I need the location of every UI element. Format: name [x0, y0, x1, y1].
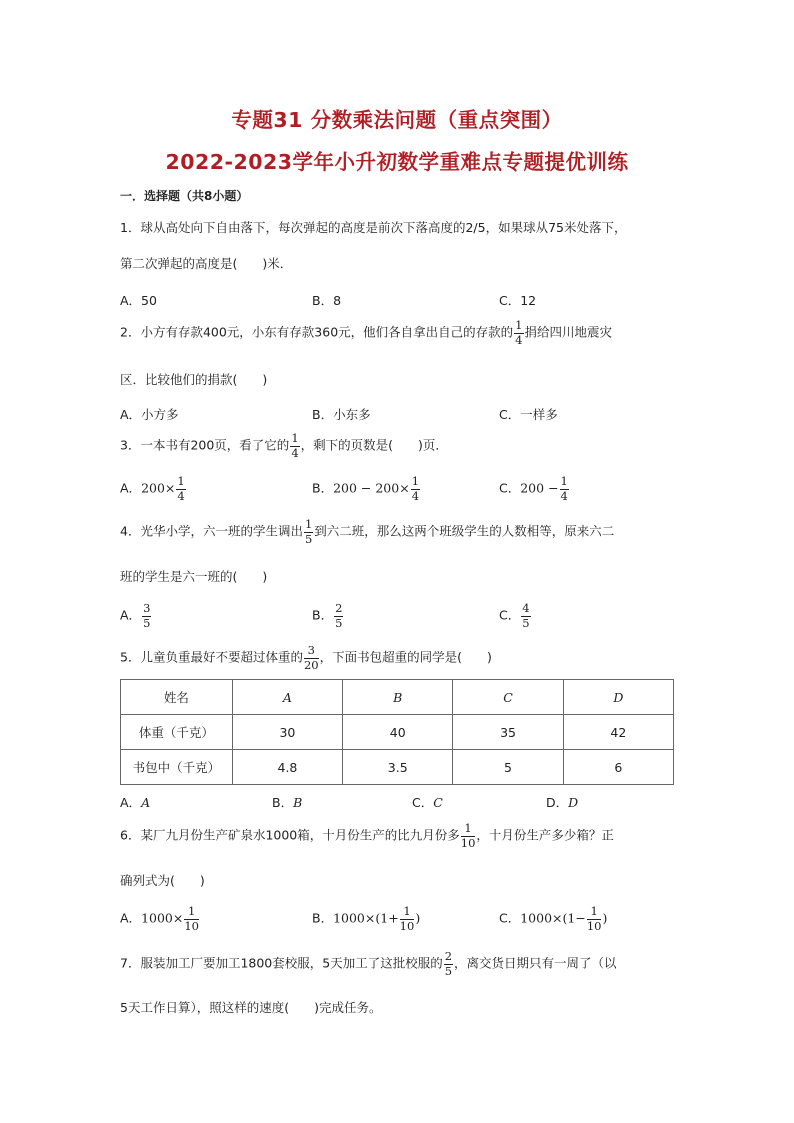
question-1-option-a[interactable]: A．50: [120, 293, 157, 308]
question-6-post: ，十月份生产多少箱？正: [476, 827, 614, 843]
question-4-text-cont: 班的学生是六一班的( ): [120, 569, 268, 584]
question-7-text-cont: 5天工作日算），照这样的速度( )完成任务。: [120, 1000, 382, 1015]
fraction: [587, 906, 602, 932]
denominator: 10: [184, 918, 199, 933]
numerator: 1: [461, 823, 476, 837]
question-6-text: [120, 823, 614, 849]
table-header-row: [121, 680, 674, 715]
fraction: [184, 906, 199, 932]
option-label: A．: [120, 607, 142, 623]
table-header-cell: B: [343, 680, 453, 715]
option-label: B．: [312, 480, 334, 496]
numerator: 1: [587, 906, 602, 920]
question-3-option-b[interactable]: [312, 476, 421, 502]
question-3-option-c[interactable]: [499, 476, 570, 502]
option-expression: 200 −: [520, 480, 559, 496]
numerator: 2: [444, 949, 453, 963]
option-label: B．: [272, 795, 294, 810]
fraction: [400, 906, 415, 932]
question-5-post: ，下面书包超重的同学是( ): [319, 649, 492, 665]
question-3-option-a[interactable]: [120, 476, 187, 502]
fraction: [290, 433, 299, 459]
question-7-pre: 7．服装加工厂要加工1800套校服，5天加工了这批校服的: [120, 955, 443, 971]
question-4-option-a[interactable]: [120, 603, 152, 629]
fraction: [444, 951, 453, 977]
option-label: D．: [546, 795, 569, 810]
denominator: 4: [560, 488, 568, 503]
denominator: 10: [399, 918, 415, 933]
fraction: [560, 476, 569, 502]
numerator: 3: [304, 645, 319, 659]
option-paren: ): [415, 910, 421, 926]
numerator: 1: [560, 474, 568, 488]
option-expression: 1000×(1+: [333, 910, 399, 926]
numerator: 3: [143, 601, 151, 615]
question-1-text-cont: 第二次弹起的高度是( )米．: [120, 256, 293, 271]
question-7-post: ，离交货日期只有一周了（以: [454, 955, 617, 971]
question-5-option-c[interactable]: [412, 793, 443, 811]
question-6-pre: 6．某厂九月份生产矿泉水1000箱，十月份生产的比九月份多: [120, 827, 460, 843]
question-4-pre: 4．光华小学，六一班的学生调出: [120, 523, 303, 539]
numerator: 1: [184, 906, 199, 920]
option-label: B．: [312, 607, 334, 623]
option-expression: 1000×: [141, 910, 184, 926]
fraction: [514, 320, 523, 346]
denominator: 5: [304, 531, 313, 546]
table-cell: 体重（千克）: [121, 715, 233, 750]
denominator: 20: [303, 657, 319, 672]
numerator: 4: [522, 601, 530, 615]
denominator: 5: [335, 615, 343, 630]
question-6-option-a[interactable]: [120, 906, 200, 932]
denominator: 10: [460, 835, 476, 850]
table-cell: 4.8: [232, 750, 342, 785]
fraction: [411, 476, 420, 502]
question-4-text: [120, 519, 614, 545]
table-row: [121, 715, 674, 750]
option-label: A．: [120, 910, 142, 926]
table-cell: 5: [453, 750, 563, 785]
fraction: [142, 603, 151, 629]
question-1-option-c[interactable]: C．12: [499, 293, 537, 308]
fraction: [461, 823, 476, 849]
question-5-option-b[interactable]: [272, 793, 302, 811]
table-cell: 书包中（千克）: [121, 750, 233, 785]
option-paren: ): [602, 910, 608, 926]
numerator: 1: [400, 906, 415, 920]
fraction: [304, 645, 319, 671]
numerator: 1: [177, 474, 185, 488]
question-2-post: 捐给四川地震灾: [524, 324, 613, 340]
question-2-pre: 2．小方有存款400元，小东有存款360元，他们各自拿出自己的存款的: [120, 324, 514, 340]
page-subtitle: 2022-2023学年小升初数学重难点专题提优训练: [165, 150, 629, 174]
question-2-option-b[interactable]: B．小东多: [312, 407, 371, 422]
numerator: 1: [291, 431, 299, 445]
question-4-option-c[interactable]: [499, 603, 532, 629]
question-4-post: 到六二班，那么这两个班级学生的人数相等，原来六二: [314, 523, 615, 539]
question-6-option-c[interactable]: [499, 906, 607, 932]
fraction: [176, 476, 185, 502]
fraction: [521, 603, 530, 629]
question-2-option-a[interactable]: A．小方多: [120, 407, 179, 422]
table-cell: 6: [563, 750, 673, 785]
section-heading: 一．选择题（共8小题）: [120, 189, 249, 203]
numerator: 2: [335, 601, 343, 615]
denominator: 4: [411, 488, 420, 503]
numerator: 1: [411, 474, 420, 488]
question-6-option-b[interactable]: [312, 906, 420, 932]
option-label: A．: [120, 795, 142, 810]
table-header-cell: C: [453, 680, 563, 715]
table-cell: 35: [453, 715, 563, 750]
option-value: A: [141, 795, 151, 810]
option-label: B．: [312, 910, 334, 926]
question-3-text: [120, 433, 448, 459]
table-cell: 40: [343, 715, 453, 750]
question-2-text: [120, 320, 612, 346]
question-1-option-b[interactable]: B．8: [312, 293, 342, 308]
question-3-pre: 3．一本书有200页，看了它的: [120, 437, 290, 453]
question-2-text-cont: 区．比较他们的捐款( ): [120, 372, 268, 387]
question-1-text: 1．球从高处向下自由落下，每次弹起的高度是前次下落高度的2/5，如果球从75米处落下，: [120, 220, 627, 235]
option-label: C．: [499, 607, 521, 623]
fraction: [304, 519, 313, 545]
question-6-text-cont: 确列式为( ): [120, 873, 205, 888]
question-3-post: ，剩下的页数是( )页．: [300, 437, 448, 453]
denominator: 4: [515, 332, 523, 347]
option-value: D: [568, 795, 579, 810]
denominator: 5: [143, 615, 151, 630]
option-label: A．: [120, 480, 142, 496]
data-table: [120, 679, 674, 785]
denominator: 10: [586, 918, 602, 933]
table-row: [121, 750, 674, 785]
fraction: [334, 603, 343, 629]
denominator: 4: [291, 445, 299, 460]
denominator: 5: [444, 963, 453, 978]
option-value: B: [293, 795, 303, 810]
page-title: 专题31 分数乘法问题（重点突围）: [231, 108, 563, 132]
question-7-text: [120, 951, 617, 977]
question-5-option-d[interactable]: [546, 793, 578, 811]
option-expression: 200 − 200×: [333, 480, 410, 496]
table-cell: 3.5: [343, 750, 453, 785]
question-2-option-c[interactable]: C．一样多: [499, 407, 558, 422]
option-value: C: [433, 795, 443, 810]
denominator: 4: [177, 488, 185, 503]
question-4-option-b[interactable]: [312, 603, 344, 629]
option-expression: 1000×(1−: [520, 910, 586, 926]
option-label: C．: [499, 910, 521, 926]
table-header-cell: 姓名: [121, 680, 233, 715]
table-cell: 42: [563, 715, 673, 750]
table-cell: 30: [232, 715, 342, 750]
question-5-option-a[interactable]: [120, 793, 150, 811]
option-label: C．: [499, 480, 521, 496]
numerator: 1: [304, 517, 313, 531]
table-header-cell: A: [232, 680, 342, 715]
option-label: C．: [412, 795, 434, 810]
table-header-cell: D: [563, 680, 673, 715]
denominator: 5: [522, 615, 530, 630]
numerator: 1: [515, 318, 523, 332]
question-5-pre: 5．儿童负重最好不要超过体重的: [120, 649, 303, 665]
question-5-text: [120, 645, 492, 671]
option-expression: 200×: [141, 480, 176, 496]
